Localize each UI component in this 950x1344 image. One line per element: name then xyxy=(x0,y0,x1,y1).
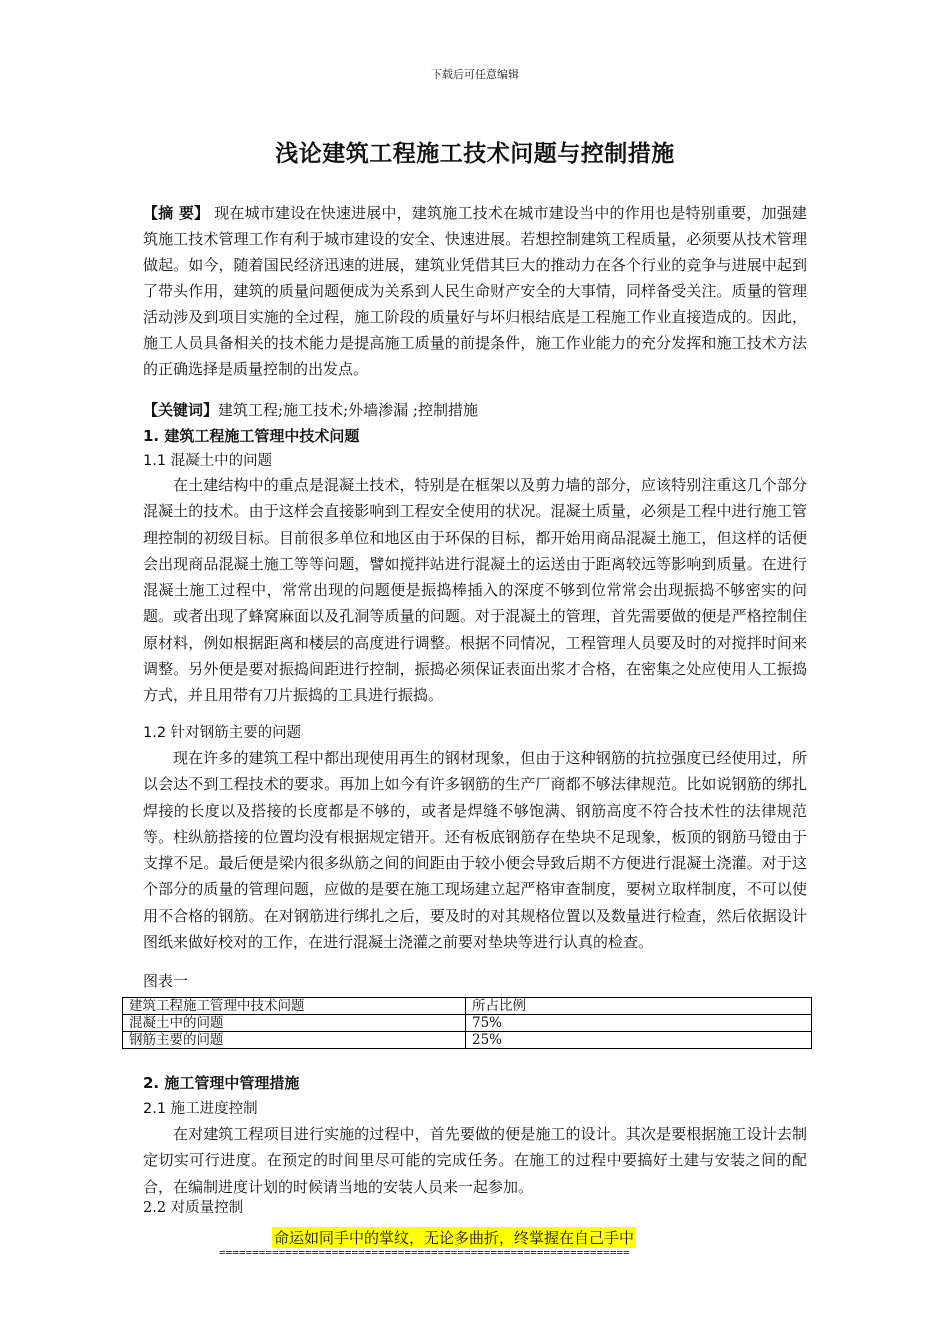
section-1-1-heading: 1.1 混凝土中的问题 xyxy=(143,453,273,469)
section-2-1-paragraph: 在对建筑工程项目进行实施的过程中，首先要做的便是施工的设计。其次是要根据施工设计去制定切实可行进度。在预定的时间里尽可能的完成任务。在施工的过程中要搞好土建与安装之间的配合，在编制进度计划的时候请当地的安装人员来一起参加。 xyxy=(143,1125,807,1196)
section-1-1-paragraph: 在土建结构中的重点是混凝土技术，特别是在框架以及剪力墙的部分，应该特别注重这几个部分混凝土的技术。由于这样会直接影响到工程安全使用的状况。混凝土质量，必须是工程中进行施工管理控制的初级目标。目前很多单位和地区由于环保的目标，都开始用商品混凝土施工，但这样的话便会出现商品混凝土施工等等问题，譬如搅拌站进行混凝土的运送由于距离较远等影响到质量。在进行混凝土施工过程中，常常出现的问题便是振捣棒插入的深度不够到位常常会出现振捣不够密实的问题。或者出现了蜂窝麻面以及孔洞等质量的问题。对于混凝土的管理，首先需要做的便是严格控制住原材料，例如根据距离和楼层的高度进行调整。根据不同情况，工程管理人员要及时的对搅拌时间来调整。另外便是要对振捣间距进行控制，振捣必须保证表面出浆才合格，在密集之处应使用人工振捣方式，并且用带有刀片振捣的工具进行振捣。 xyxy=(143,476,807,705)
table-cell: 75% xyxy=(466,1015,812,1032)
table-cell: 25% xyxy=(466,1032,812,1049)
section-1-2-paragraph: 现在许多的建筑工程中都出现使用再生的钢材现象，但由于这种钢筋的抗拉强度已经使用过，所以会达不到工程技术的要求。再加上如今有许多钢筋的生产厂商都不够法律规范。比如说钢筋的绑扎焊接的长度以及搭接的长度都是不够的，或者是焊缝不够饱满、钢筋高度不符合技术性的法律规范等。柱纵筋搭接的位置均没有根据规定错开。还有板底钢筋存在垫块不足现象，板顶的钢筋马镫由于支撑不足。最后便是梁内很多纵筋之间的间距由于较小便会导致后期不方便进行混凝土浇灌。对于这个部分的质量的管理问题，应做的是要在施工现场建立起严格审查制度，要树立取样制度，不可以使用不合格的钢筋。在对钢筋进行绑扎之后，要及时的对其规格位置以及数量进行检查，然后依据设计图纸来做好校对的工作，在进行混凝土浇灌之前要对垫块等进行认真的检查。 xyxy=(143,749,807,952)
table-caption: 图表一 xyxy=(143,972,189,990)
data-table xyxy=(122,997,812,1049)
table-cell: 混凝土中的问题 xyxy=(123,1015,466,1032)
section-2-1-heading: 2.1 施工进度控制 xyxy=(143,1101,258,1117)
abstract-label: 【摘 要】 xyxy=(143,204,210,222)
section-2-heading: 2. 施工管理中管理措施 xyxy=(143,1074,300,1092)
table-row xyxy=(123,1015,812,1032)
table-header-cell: 所占比例 xyxy=(466,998,812,1015)
footer-slogan: 命运如同手中的掌纹，无论多曲折，终掌握在自己手中 xyxy=(274,1229,635,1247)
page-title: 浅论建筑工程施工技术问题与控制措施 xyxy=(275,141,675,167)
keywords-text: 建筑工程;施工技术;外墙渗漏 ;控制措施 xyxy=(218,401,478,419)
abstract-text: 现在城市建设在快速进展中，建筑施工技术在城市建设当中的作用也是特别重要，加强建筑施工技术管理工作有利于城市建设的安全、快速进展。若想控制建筑工程质量，必须要从技术管理做起。如今，随着国民经济迅速的进展，建筑业凭借其巨大的推动力在各个行业的竞争与进展中起到了带头作用，建筑的质量问题便成为关系到人民生命财产安全的大事情，同样备受关注。质量的管理活动涉及到项目实施的全过程，施工阶段的质量好与坏归根结底是工程施工作业直接造成的。因此，施工人员具备相关的技术能力是提高施工质量的前提条件，施工作业能力的充分发挥和施工技术方法的正确选择是质量控制的出发点。 xyxy=(143,204,807,378)
table-cell: 钢筋主要的问题 xyxy=(123,1032,466,1049)
keywords xyxy=(143,397,807,423)
keywords-label: 【关键词】 xyxy=(143,401,219,419)
footer-divider: ============================================================== xyxy=(219,1246,630,1259)
abstract xyxy=(143,200,807,382)
table-header-row xyxy=(123,998,812,1015)
table-row xyxy=(123,1032,812,1049)
table-header-cell: 建筑工程施工管理中技术问题 xyxy=(123,998,466,1015)
section-2-2-heading: 2.2 对质量控制 xyxy=(143,1200,244,1216)
section-1-heading: 1. 建筑工程施工管理中技术问题 xyxy=(143,427,360,445)
header-note: 下载后可任意编辑 xyxy=(431,68,519,81)
section-1-2-heading: 1.2 针对钢筋主要的问题 xyxy=(143,725,302,741)
